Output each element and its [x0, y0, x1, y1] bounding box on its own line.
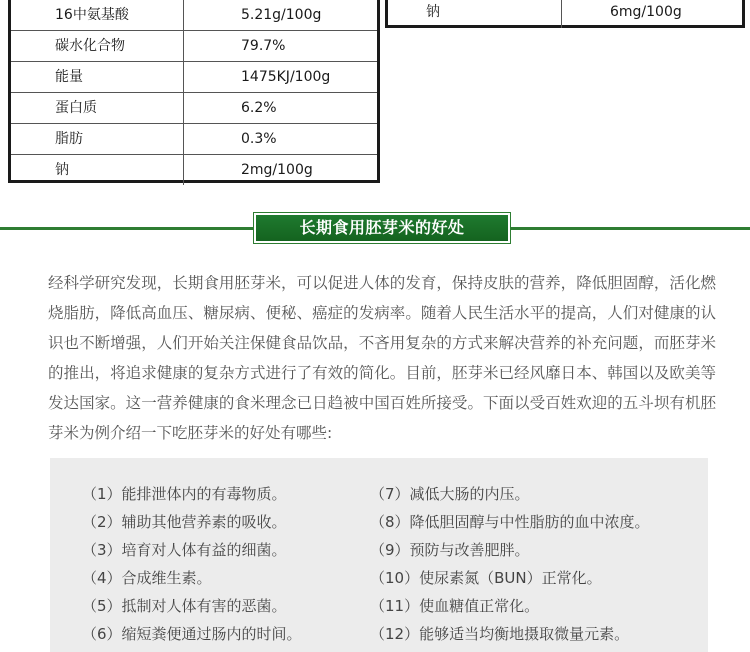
table-row	[11, 31, 377, 62]
nutrient-value: 5.21g/100g	[241, 7, 322, 23]
list-item: （8）降低胆固醇与中性脂肪的血中浓度。	[370, 513, 650, 531]
table-row	[11, 0, 377, 31]
list-item: （11）使血糖值正常化。	[370, 597, 540, 615]
nutrient-value: 2mg/100g	[241, 162, 313, 178]
intro-paragraph: 经科学研究发现，长期食用胚芽米，可以促进人体的发育，保持皮肤的营养，降低胆固醇，活化燃烧脂肪，降低高血压、糖尿病、便秘、癌症的发病率。随着人民生活水平的提高，人们对健康的认识也不断增强，人们开始关注保健食品饮品，不吝用复杂的方式来解决营养的补充问题，而胚芽米的推出，将追求健康的复杂方式进行了有效的简化。目前，胚芽米已经风靡日本、韩国以及欧美等发达国家。这一营养健康的食米理念已日趋被中国百姓所接受。下面以受百姓欢迎的五斗坝有机胚芽米为例介绍一下吃胚芽米的好处有哪些:	[48, 274, 716, 442]
section-header	[253, 212, 511, 244]
nutrient-name: 钠	[11, 155, 184, 185]
list-item: （12）能够适当均衡地摄取微量元素。	[370, 625, 630, 643]
table-row	[11, 62, 377, 93]
nutrient-name: 能量	[11, 62, 184, 92]
table-row	[11, 124, 377, 155]
list-item: （10）使尿素氮（BUN）正常化。	[370, 569, 602, 587]
list-item: （7）减低大肠的内压。	[370, 485, 530, 503]
nutrient-name: 碳水化合物	[11, 31, 184, 61]
list-item: （5）抵制对人体有害的恶菌。	[82, 597, 287, 615]
list-item: （3）培育对人体有益的细菌。	[82, 541, 287, 559]
list-item: （6）缩短粪便通过肠内的时间。	[82, 625, 302, 643]
nutrient-name: 蛋白质	[11, 93, 184, 123]
nutrition-table-left	[8, 0, 380, 183]
nutrient-value: 6.2%	[241, 100, 277, 116]
nutrient-name: 脂肪	[11, 124, 184, 154]
section-title: 长期食用胚芽米的好处	[256, 215, 508, 241]
nutrient-value: 6mg/100g	[610, 4, 682, 20]
table-row	[388, 0, 742, 28]
nutrient-value: 1475KJ/100g	[241, 69, 331, 85]
table-row	[11, 93, 377, 124]
list-item: （9）预防与改善肥胖。	[370, 541, 530, 559]
benefits-box	[50, 458, 708, 652]
nutrient-name: 钠	[388, 0, 562, 28]
benefits-column-right	[370, 480, 650, 648]
list-item: （1）能排泄体内的有毒物质。	[82, 485, 287, 503]
list-item: （2）辅助其他营养素的吸收。	[82, 513, 287, 531]
nutrition-table-right	[385, 0, 745, 28]
nutrient-value: 0.3%	[241, 131, 277, 147]
benefits-column-left	[82, 480, 302, 648]
nutrient-value: 79.7%	[241, 38, 286, 54]
table-row	[11, 155, 377, 185]
nutrient-name: 16中氨基酸	[11, 0, 184, 30]
list-item: （4）合成维生素。	[82, 569, 212, 587]
